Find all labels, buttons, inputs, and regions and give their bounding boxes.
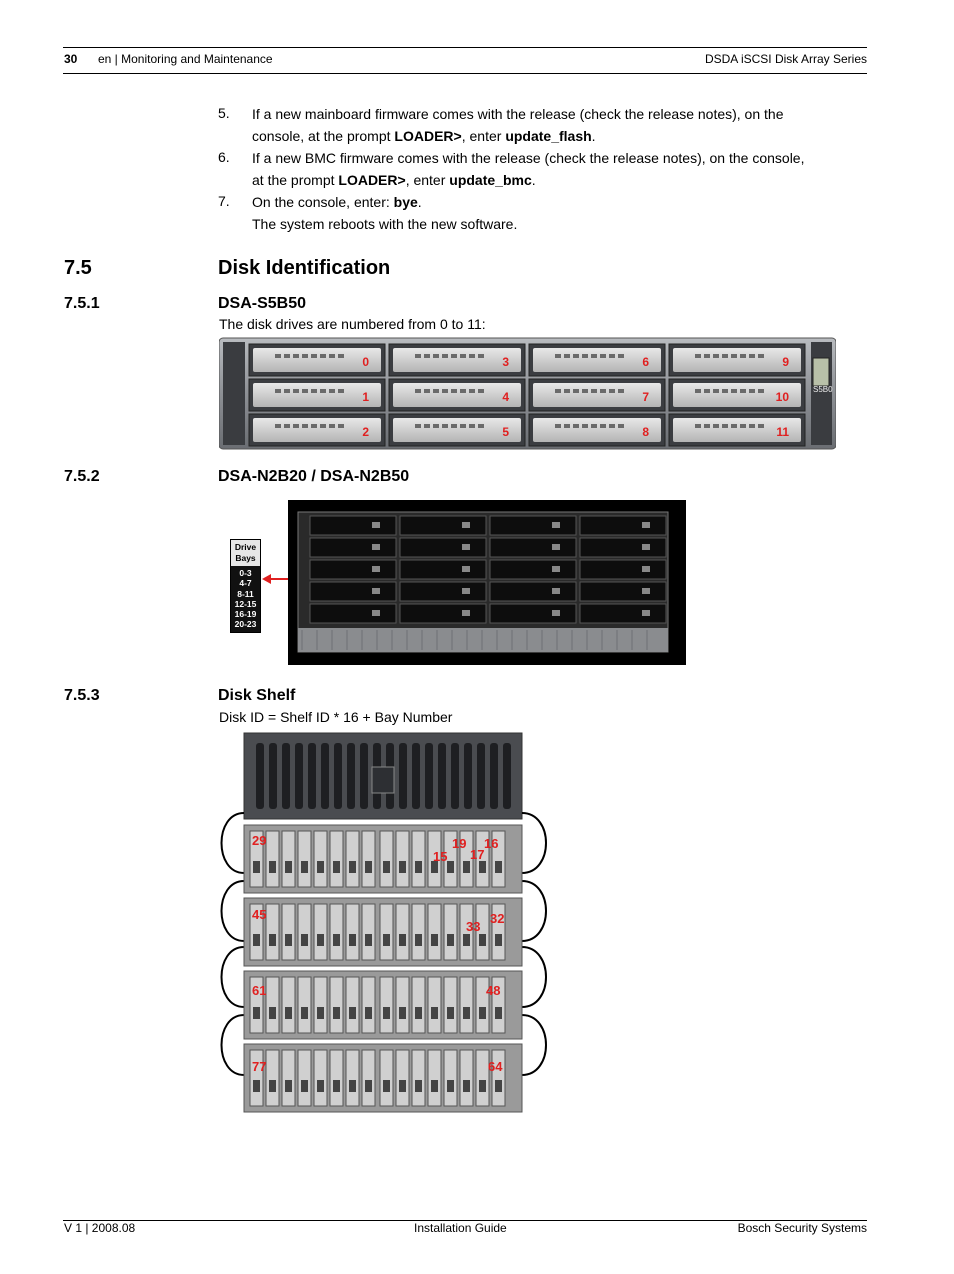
drive-bay — [310, 560, 396, 579]
header-rule-bottom — [63, 73, 867, 74]
svg-text:S5B0: S5B0 — [813, 385, 833, 394]
drive-number-label: 5 — [502, 425, 509, 439]
drive-bay — [400, 560, 486, 579]
step-text: If a new mainboard firmware comes with the release (check the release notes), on the console, at the prompt LOADER>, enter update_flash. — [252, 106, 784, 144]
drive-bay — [389, 414, 525, 446]
page-number: 30 — [64, 52, 78, 66]
subsection-number: 7.5.1 — [64, 295, 100, 312]
drive-bay — [310, 516, 396, 535]
n2b-chassis-figure — [288, 500, 686, 665]
legend-row: 0-3 — [239, 568, 252, 578]
lcd-display-icon — [813, 358, 829, 386]
drive-bay — [529, 414, 665, 446]
drive-bay — [580, 538, 666, 557]
drive-number-label: 8 — [642, 425, 649, 439]
drive-bay — [490, 560, 576, 579]
drive-bay — [580, 560, 666, 579]
subsection-number: 7.5.3 — [64, 687, 100, 704]
drive-bay — [400, 582, 486, 601]
drive-number-label: 2 — [362, 425, 369, 439]
subsection-text: Disk ID = Shelf ID * 16 + Bay Number — [219, 709, 453, 725]
subsection-title: DSA-N2B20 / DSA-N2B50 — [218, 468, 410, 485]
drive-bay — [310, 604, 396, 623]
left-ear — [223, 342, 245, 445]
disk-shelf-figure — [220, 731, 550, 1119]
legend-row: 20-23 — [234, 619, 257, 630]
step-text: If a new BMC firmware comes with the release (check the release notes), on the console, at the prompt LOADER>, enter update_bmc. — [252, 150, 805, 188]
drive-number-label: 7 — [642, 390, 649, 404]
vent-slot — [503, 743, 511, 809]
drive-bay — [669, 379, 805, 411]
vent-slot — [308, 743, 316, 809]
drive-bay — [580, 604, 666, 623]
footer-company: Bosch Security Systems — [737, 1221, 867, 1235]
footer-doc-type: Installation Guide — [414, 1221, 507, 1235]
legend-row: 4-7 — [239, 578, 252, 589]
drive-bay — [310, 538, 396, 557]
header-doc-title: DSDA iSCSI Disk Array Series — [704, 52, 867, 66]
subsection-title: Disk Shelf — [218, 687, 296, 704]
vent-slot — [360, 743, 368, 809]
vent-slot — [269, 743, 277, 809]
drive-number-label: 1 — [362, 390, 369, 404]
drive-bay — [400, 538, 486, 557]
vent-slot — [412, 743, 420, 809]
step-result: The system reboots with the new software. — [252, 216, 518, 232]
section-number: 7.5 — [64, 257, 92, 279]
drive-number-label: 10 — [775, 390, 789, 404]
bay-id-label: 19 — [452, 836, 467, 851]
drive-bay — [249, 379, 385, 411]
drive-bay — [249, 344, 385, 376]
bay-id-label: 15 — [433, 849, 448, 864]
vent-slot — [282, 743, 290, 809]
drive-bay — [580, 516, 666, 535]
vent-slot — [464, 743, 472, 809]
bay-id-label: 64 — [488, 1059, 503, 1074]
step-text: On the console, enter: bye. The system reboots with the new software. — [252, 194, 518, 232]
footer-version: V 1 | 2008.08 — [64, 1221, 136, 1235]
bay-id-label: 77 — [252, 1059, 267, 1074]
vent-slot — [490, 743, 498, 809]
drive-bay — [490, 538, 576, 557]
step-number: 5. — [218, 105, 230, 121]
drive-bay — [669, 344, 805, 376]
drive-number-label: 11 — [776, 425, 789, 439]
drive-number-label: 4 — [502, 390, 509, 404]
header-rule-top — [63, 47, 867, 48]
legend-row: 12-15 — [234, 598, 257, 609]
legend-row: 16-19 — [234, 609, 257, 620]
bay-id-label: 45 — [252, 907, 267, 922]
step-number: 7. — [218, 193, 230, 209]
drive-bay — [529, 379, 665, 411]
header-section: en | Monitoring and Maintenance — [98, 52, 273, 66]
drive-bay — [490, 604, 576, 623]
vent-slot — [295, 743, 303, 809]
drive-bay — [529, 344, 665, 376]
bay-id-label: 61 — [252, 983, 267, 998]
bay-id-label: 48 — [486, 983, 501, 998]
bay-id-label: 16 — [484, 836, 499, 851]
drive-bay — [490, 582, 576, 601]
bay-id-label: 17 — [470, 847, 485, 862]
vent-slot — [334, 743, 342, 809]
drive-bays-legend: Drive Bays 0-3 4-7 8-11 12-15 16-19 20-23 — [230, 539, 261, 633]
legend-row: 8-11 — [237, 588, 254, 599]
drive-bay — [249, 414, 385, 446]
drive-bay — [400, 516, 486, 535]
vent-slot — [477, 743, 485, 809]
vent-slot — [438, 743, 446, 809]
bay-id-label: 33 — [466, 919, 481, 934]
drive-number-label: 3 — [502, 355, 509, 369]
vent-slot — [399, 743, 407, 809]
drive-bay — [580, 582, 666, 601]
drive-bay — [400, 604, 486, 623]
drive-number-label: 6 — [642, 355, 649, 369]
section-title: Disk Identification — [218, 257, 391, 279]
subsection-title: DSA-S5B50 — [218, 295, 307, 312]
vent-slot — [347, 743, 355, 809]
vent-slot — [256, 743, 264, 809]
vent-slot — [425, 743, 433, 809]
drive-bay — [310, 582, 396, 601]
drive-bay — [389, 344, 525, 376]
drive-number-label: 9 — [782, 355, 789, 369]
drive-bay — [490, 516, 576, 535]
bay-id-label: 32 — [490, 911, 505, 926]
step-number: 6. — [218, 149, 230, 165]
bay-id-label: 29 — [252, 833, 267, 848]
disk-shelf — [244, 971, 522, 1039]
drive-number-label: 0 — [362, 355, 369, 369]
vent-slot — [321, 743, 329, 809]
s5b50-chassis-figure — [219, 336, 836, 451]
subsection-text: The disk drives are numbered from 0 to 11: — [219, 316, 486, 332]
subsection-number: 7.5.2 — [64, 468, 100, 485]
logo-badge — [372, 767, 394, 793]
drive-bay — [389, 379, 525, 411]
disk-shelf — [244, 1044, 522, 1112]
vent-slot — [451, 743, 459, 809]
drive-bay — [669, 414, 805, 446]
